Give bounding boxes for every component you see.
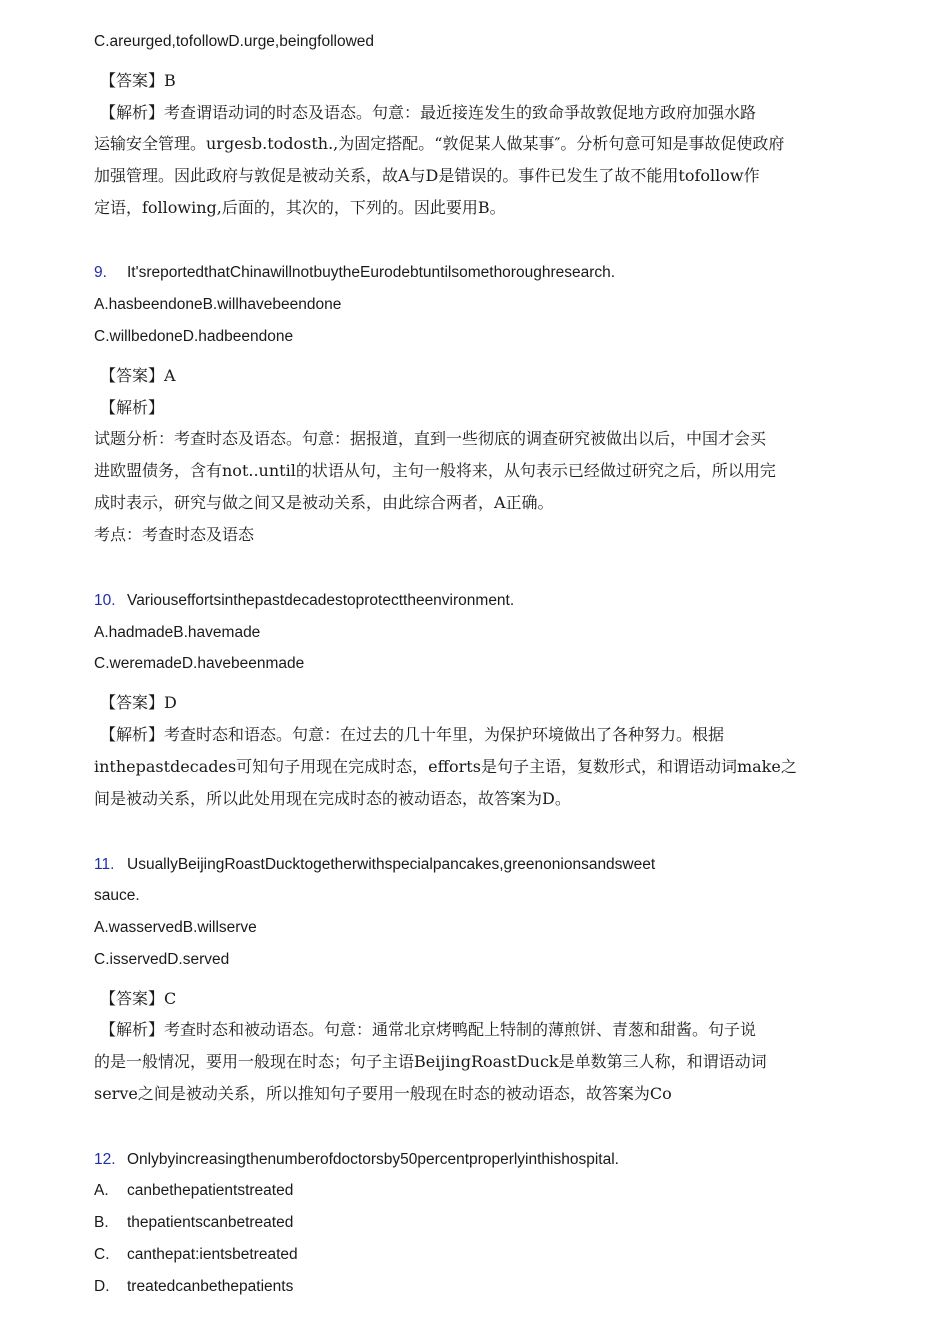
answer-line: 【答案】C: [100, 989, 177, 1008]
explanation-line: 运输安全管理。urgesb.todosth.,为固定搭配。“敦促某人做某事″。分析句意可知是事故促使政府: [94, 134, 785, 153]
option-line: C.willbedoneD.hadbeendone: [94, 328, 294, 345]
option-line: C. canthepat:ientsbetreated: [94, 1246, 298, 1263]
option-line: A.hadmadeB.havemade: [94, 624, 261, 641]
question-number: 10.: [94, 592, 116, 609]
explanation-line: 间是被动关系，所以此处用现在完成时态的被动语态，故答案为D。: [94, 789, 571, 808]
option-line: C.weremadeD.havebeenmade: [94, 655, 305, 672]
question-number: 12.: [94, 1151, 116, 1168]
explanation-line: 试题分析：考查时态及语态。句意：据报道，直到一些彻底的调查研究被做出以后，中国才会买: [94, 429, 767, 448]
explanation-line: 定语，following,后面的，其次的，下列的。因此要用B。: [94, 198, 506, 217]
explanation-line: 【解析】考查谓语动词的时态及语态。句意：最近接连发生的致命爭故敦促地方政府加强水路: [100, 103, 757, 122]
option-line: D. treatedcanbethepatients: [94, 1278, 294, 1295]
explanation-line: 的是一般情况，要用一般现在时态；句子主语BeijingRoastDuck是单数第三人称，和谓语动词: [94, 1052, 767, 1071]
option-letter: C.: [94, 1246, 110, 1263]
question-line: sauce.: [94, 887, 140, 904]
question-number: 9.: [94, 264, 107, 281]
option-letter: D.: [94, 1278, 110, 1295]
option-line: A.wasservedB.willserve: [94, 919, 257, 936]
explanation-line: 【解析】考查时态和被动语态。句意：通常北京烤鸭配上特制的薄煎饼、青葱和甜酱。句子说: [100, 1020, 757, 1039]
explanation-line: 【解析】考查时态和语态。句意：在过去的几十年里，为保护环境做出了各种努力。根据: [100, 725, 725, 744]
option-line: B. thepatientscanbetreated: [94, 1214, 294, 1231]
question-line: 12. Onlybyincreasingthenumberofdoctorsby50percentproperlyinthishospital.: [94, 1151, 619, 1168]
answer-line: 【答案】D: [100, 693, 177, 712]
explanation-line: serve之间是被动关系，所以推知句子要用一般现在时态的被动语态，故答案为Co: [94, 1084, 672, 1103]
answer-line: 【答案】B: [100, 71, 176, 90]
question-line: 9. It'sreportedthatChinawillnotbuytheEurodebtuntilsomethoroughresearch.: [94, 264, 616, 281]
question-line: 10. Variouseffortsinthepastdecadestoprotecttheenvironment.: [94, 592, 515, 609]
explanation-line: 成时表示，研究与做之间又是被动关系，由此综合两者，A正确。: [94, 493, 554, 512]
option-line: C.isservedD.served: [94, 951, 230, 968]
explanation-line: inthepastdecades可知句子用现在完成时态，efforts是句子主语，复数形式，和谓语动词make之: [94, 757, 797, 776]
option-line: C.areurged,tofollowD.urge,beingfollowed: [94, 33, 375, 50]
explanation-line: 加强管理。因此政府与敦促是被动关系，故A与D是错误的。事件已发生了故不能用tofollow作: [94, 166, 760, 185]
answer-line: 【答案】A: [100, 366, 176, 385]
question-line: 11. UsuallyBeijingRoastDucktogetherwithspecialpancakes,greenonionsandsweet: [94, 856, 656, 873]
option-letter: B.: [94, 1214, 109, 1231]
option-line: A.hasbeendoneB.willhavebeendone: [94, 296, 342, 313]
option-letter: A.: [94, 1182, 109, 1199]
explanation-line: 【解析】: [100, 398, 165, 417]
question-number: 11.: [94, 856, 115, 873]
explanation-line: 进欧盟债务，含有not..until的状语从句，主句一般将来，从句表示已经做过研究之后，所以用完: [94, 461, 776, 480]
option-line: A. canbethepatientstreated: [94, 1182, 294, 1199]
key-point-line: 考点：考查时态及语态: [94, 525, 255, 544]
